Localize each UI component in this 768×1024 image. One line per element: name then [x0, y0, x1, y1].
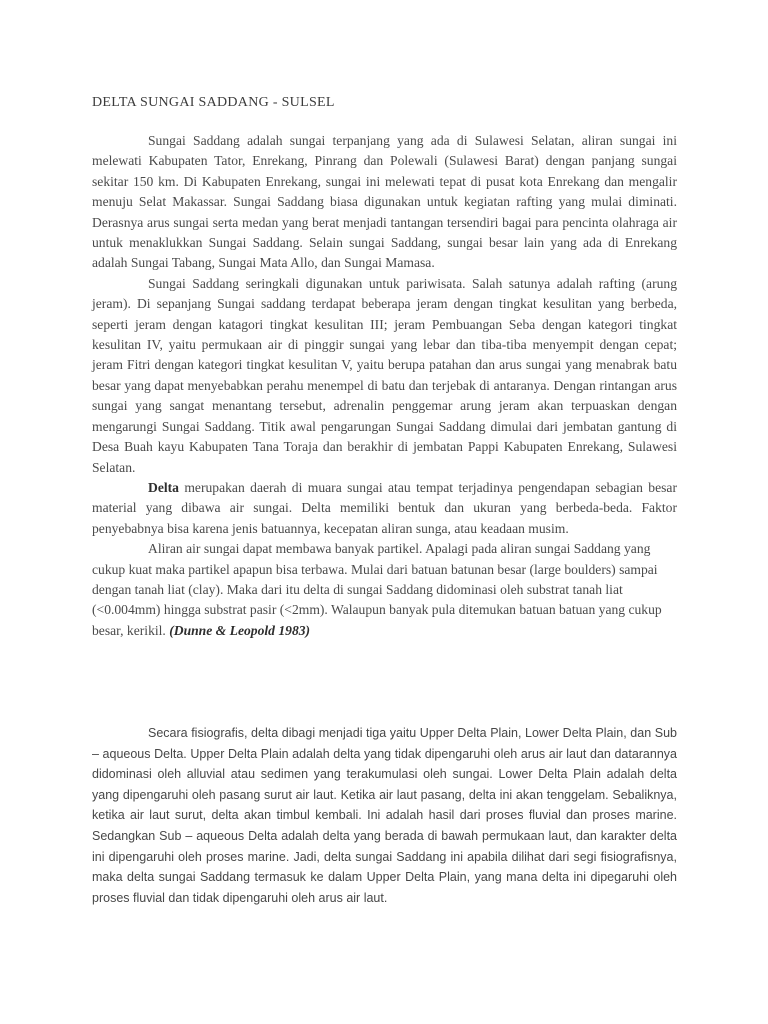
paragraph-particles [92, 539, 677, 641]
delta-term: Delta [148, 479, 179, 495]
citation: (Dunne & Leopold 1983) [169, 622, 311, 638]
document-title: DELTA SUNGAI SADDANG - SULSEL [92, 95, 335, 110]
sans-section [92, 723, 677, 908]
paragraph-saddang-intro: Sungai Saddang adalah sungai terpanjang yang ada di Sulawesi Selatan, aliran sungai ini melewati Kabupaten Tator, Enrekang, Pinrang dan Polewali (Sulawesi Barat) dengan panjang sungai sekitar 150 km. Di Kabupaten Enrekang, sungai ini melewati tepat di pusat kota Enrekang dan mengalir menuju Selat Makassar. Sungai Saddang biasa digunakan untuk kegiatan rafting yang mulai diminati. Derasnya arus sungai serta medan yang berat menjadi tantangan tersendiri bagai para pencinta olahraga air untuk menaklukkan Sungai Saddang. Selain sungai Saddang, sungai besar lain yang ada di Enrekang adalah Sungai Tabang, Sungai Mata Allo, dan Sungai Mamasa. [92, 133, 677, 271]
paragraph-delta-definition [92, 478, 677, 539]
delta-definition-text: merupakan daerah di muara sungai atau tempat terjadinya pengendapan sebagian besar material yang dibawa air sungai. Delta memiliki bentuk dan ukuran yang berbeda-beda. Faktor penyebabnya bisa karena jenis batuannya, kecepatan aliran sunga, atau keadaan musim. [92, 479, 677, 536]
serif-section [92, 131, 677, 641]
paragraph-rafting: Sungai Saddang seringkali digunakan untuk pariwisata. Salah satunya adalah rafting (arung jeram). Di sepanjang Sungai saddang terdapat beberapa jeram dengan tingkat kesulitan yang berbeda, seperti jeram dengan katagori tingkat kesulitan III; jeram Pembuangan Seba dengan kategori tingkat kesulitan IV, yaitu permukaan air di pinggir sungai yang lebar dan tiba-tiba menyempit dengan cepat; jeram Fitri dengan kategori tingkat kesulitan V, yaitu berupa patahan dan arus sungai yang menabrak batu besar yang dapat menyebabkan perahu menempel di batu dan terjebak di antaranya. Dengan rintangan arus sungai yang sangat menantang tersebut, adrenalin penggemar arung jeram akan terpuaskan dengan mengarungi Sungai Saddang. Titik awal pengarungan Sungai Saddang dimulai dari jembatan gantung di Desa Buah kayu Kabupaten Tana Toraja dan berakhir di jembatan Pappi Kabupaten Enrekang, Sulawesi Selatan. [92, 275, 677, 475]
paragraph-physiography: Secara fisiografis, delta dibagi menjadi tiga yaitu Upper Delta Plain, Lower Delta Plain, dan Sub – aqueous Delta. Upper Delta Plain adalah delta yang tidak dipengaruhi oleh arus air laut dan datarannya didominasi oleh alluvial atau sedimen yang terakumulasi oleh sungai. Lower Delta Plain adalah delta yang dipengaruhi oleh pasang surut air laut. Ketika air laut pasang, delta ini akan tenggelam. Sebaliknya, ketika air laut surut, delta akan timbul kembali. Ini adalah hasil dari proses fluvial dan proses marine. Sedangkan Sub – aqueous Delta adalah delta yang berada di bawah permukaan laut, dan karakter delta ini dipengaruhi oleh proses marine. Jadi, delta sungai Saddang ini apabila dilihat dari segi fisiografisnya, maka delta sungai Saddang termasuk ke dalam Upper Delta Plain, yang mana delta ini dipegaruhi oleh proses fluvial dan tidak dipengaruhi oleh arus air laut. [92, 726, 677, 905]
particles-text: Aliran air sungai dapat membawa banyak partikel. Apalagi pada aliran sungai Saddang yang cukup kuat maka partikel apapun bisa terbawa. Mulai dari batuan batunan besar (large boulders) sampai dengan tanah liat (clay). Maka dari itu delta di sungai Saddang didominasi oleh substrat tanah liat (<0.004mm) hingga substrat pasir (<2mm). Walaupun banyak pula ditemukan batuan batuan yang cukup besar, kerikil. [92, 541, 662, 638]
